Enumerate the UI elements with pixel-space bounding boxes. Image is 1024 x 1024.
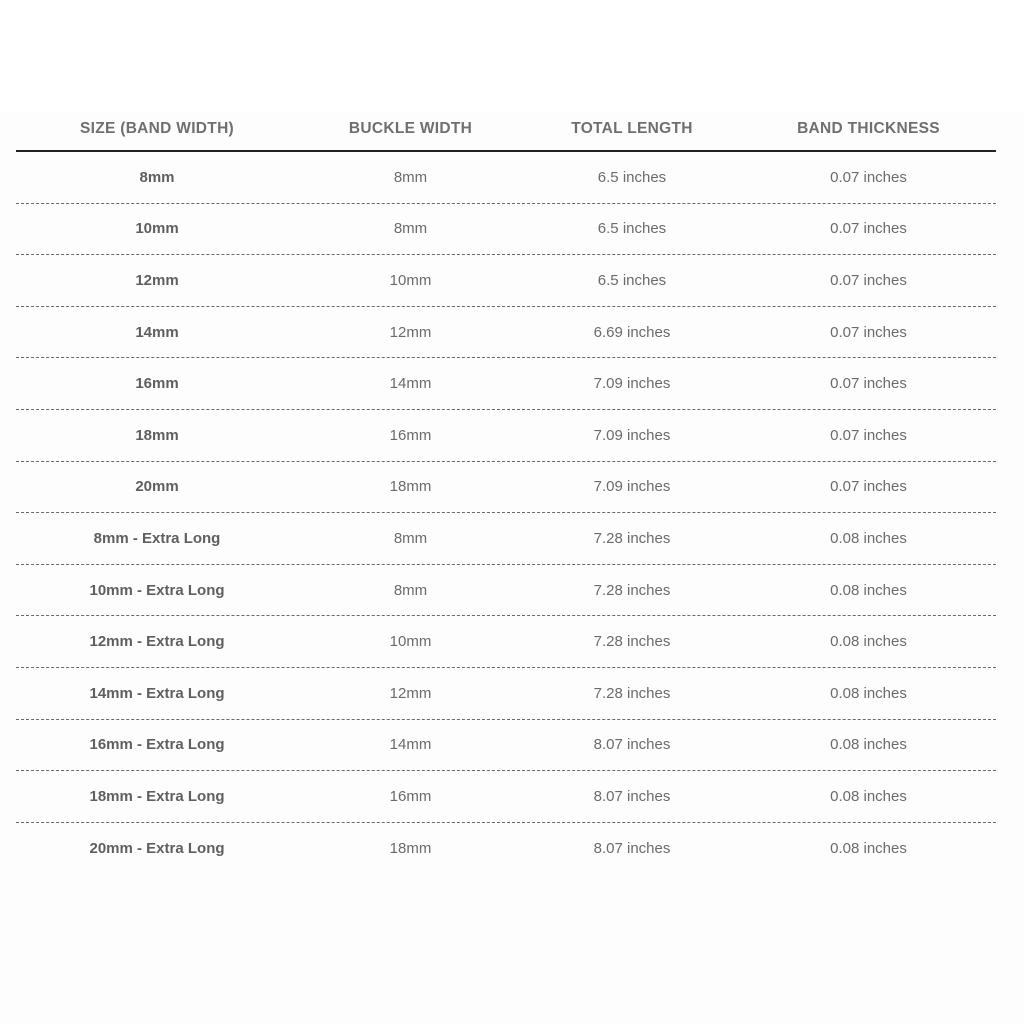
- cell-buckle-width: 18mm: [389, 840, 432, 858]
- header-band-thickness: BAND THICKNESS: [797, 120, 940, 137]
- cell-band-thickness: 0.07 inches: [830, 271, 907, 289]
- cell-buckle-width: 10mm: [389, 633, 432, 651]
- header-total-length: TOTAL LENGTH: [571, 120, 693, 137]
- cell-band-thickness: 0.08 inches: [830, 684, 907, 702]
- table-row: [16, 771, 996, 823]
- cell-band-thickness: 0.08 inches: [830, 787, 907, 805]
- cell-size: 12mm: [135, 271, 179, 289]
- cell-size: 16mm - Extra Long: [89, 736, 225, 754]
- cell-total-length: 8.07 inches: [593, 840, 671, 858]
- cell-size: 16mm: [135, 375, 179, 393]
- cell-buckle-width: 16mm: [389, 426, 432, 444]
- cell-buckle-width: 8mm: [393, 220, 428, 238]
- cell-total-length: 6.5 inches: [597, 168, 667, 186]
- cell-total-length: 8.07 inches: [593, 787, 671, 805]
- header-buckle-width: BUCKLE WIDTH: [348, 120, 473, 137]
- cell-total-length: 6.5 inches: [597, 271, 667, 289]
- cell-size: 14mm - Extra Long: [89, 684, 225, 702]
- table-row: [16, 358, 996, 410]
- cell-band-thickness: 0.08 inches: [830, 529, 907, 547]
- cell-size: 20mm: [135, 478, 179, 496]
- table-row: [16, 823, 996, 875]
- cell-band-thickness: 0.07 inches: [830, 375, 907, 393]
- table-row: [16, 565, 996, 617]
- table-row: [16, 462, 996, 514]
- table-row: [16, 307, 996, 359]
- cell-size: 18mm - Extra Long: [89, 787, 225, 805]
- cell-buckle-width: 10mm: [389, 271, 432, 289]
- cell-total-length: 7.28 inches: [593, 581, 671, 599]
- cell-size: 14mm: [135, 323, 179, 341]
- cell-buckle-width: 12mm: [389, 323, 432, 341]
- cell-band-thickness: 0.08 inches: [830, 633, 907, 651]
- size-chart-table: [16, 108, 996, 874]
- cell-size: 8mm - Extra Long: [93, 529, 221, 547]
- cell-total-length: 8.07 inches: [593, 736, 671, 754]
- table-row: [16, 410, 996, 462]
- table-row: [16, 720, 996, 772]
- cell-total-length: 7.28 inches: [593, 633, 671, 651]
- cell-buckle-width: 12mm: [389, 684, 432, 702]
- cell-band-thickness: 0.07 inches: [830, 220, 907, 238]
- table-row: [16, 513, 996, 565]
- cell-size: 18mm: [135, 426, 179, 444]
- cell-buckle-width: 14mm: [389, 375, 432, 393]
- table-row: [16, 255, 996, 307]
- cell-buckle-width: 18mm: [389, 478, 432, 496]
- cell-band-thickness: 0.08 inches: [830, 840, 907, 858]
- table-row: [16, 668, 996, 720]
- cell-total-length: 7.09 inches: [593, 375, 671, 393]
- cell-buckle-width: 8mm: [393, 529, 428, 547]
- cell-size: 12mm - Extra Long: [89, 633, 225, 651]
- cell-total-length: 7.09 inches: [593, 478, 671, 496]
- cell-total-length: 6.5 inches: [597, 220, 667, 238]
- cell-buckle-width: 8mm: [393, 581, 428, 599]
- table-row: [16, 152, 996, 204]
- cell-band-thickness: 0.07 inches: [830, 323, 907, 341]
- cell-size: 8mm: [139, 168, 175, 186]
- cell-buckle-width: 8mm: [393, 168, 428, 186]
- cell-size: 10mm: [135, 220, 179, 238]
- cell-band-thickness: 0.07 inches: [830, 478, 907, 496]
- cell-total-length: 7.28 inches: [593, 529, 671, 547]
- cell-band-thickness: 0.08 inches: [830, 736, 907, 754]
- cell-band-thickness: 0.07 inches: [830, 426, 907, 444]
- cell-buckle-width: 14mm: [389, 736, 432, 754]
- cell-size: 10mm - Extra Long: [89, 581, 225, 599]
- top-blank-area: [0, 0, 1024, 112]
- table-row: [16, 616, 996, 668]
- cell-size: 20mm - Extra Long: [89, 840, 225, 858]
- table-row: [16, 204, 996, 256]
- header-size-band-width: SIZE (BAND WIDTH): [79, 120, 235, 137]
- cell-total-length: 7.28 inches: [593, 684, 671, 702]
- cell-band-thickness: 0.07 inches: [830, 168, 907, 186]
- cell-total-length: 6.69 inches: [593, 323, 671, 341]
- table-header-row: [16, 108, 996, 152]
- cell-total-length: 7.09 inches: [593, 426, 671, 444]
- cell-band-thickness: 0.08 inches: [830, 581, 907, 599]
- cell-buckle-width: 16mm: [389, 787, 432, 805]
